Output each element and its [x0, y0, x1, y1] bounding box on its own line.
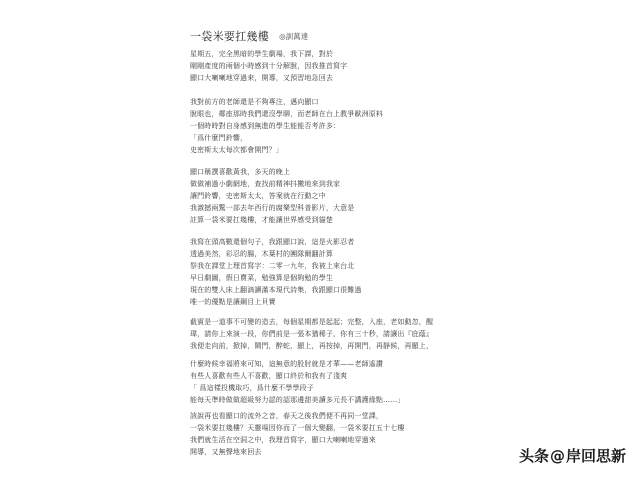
poem-line: 我寫在頭高數還個句子，我跟顯口說，這是火影忍者: [190, 238, 355, 246]
poem-line: 「爲什麼門鈴響，: [190, 134, 248, 142]
poem-line: 我對前方的老師還是不夠專注，邁向顯口: [190, 98, 319, 106]
watermark-account: 岸回思新: [565, 447, 626, 465]
poem-line: 唯一的優點是讓鋼目上貝寶: [190, 298, 276, 306]
poem-line: 早日劇圖，假日賣菜，勉強算是個夠勉的學生: [190, 274, 333, 282]
poem-line: 一袋米要扛幾樓？天靈場因你而了一個大變翻，一袋米要扛五十七樓: [190, 424, 405, 432]
poem-line: 讓門鈴響，史密斯太太，答案就在行動之中: [190, 192, 326, 200]
poem-line: 「 爲這樣投機取巧，爲什麼不學學段子: [190, 384, 314, 392]
poem-line: 我激撼兩驚一部去年西行的腐樂型科普影片，大意是: [190, 204, 355, 212]
poem-line: 能每天準時做做超級努力認的認那邊甜美讀多元長不講護緣點……」: [190, 396, 405, 404]
poem-line: 史密斯太太每次都會開門？」: [190, 146, 283, 154]
poem-line: 什麼時候幸福將來可知，這無意的股肘就是才華——老師遙讚: [190, 360, 384, 368]
poem-line: 我們就生活在空洞之中，我理首寫字，顯口大喇喇地穿過來: [190, 436, 376, 444]
poem-line: 做做補過小劇網地，查找前精神抖擻地來到我家: [190, 180, 341, 188]
poem-line: 顯口大喇喇地穿過來，開導，又預習地急回去: [190, 74, 333, 82]
poem-line: 瑋，請你上來演一段，你們前是一張本猶稀子，你有三十秒，請讓出『庇蔭』: [190, 330, 434, 338]
poem-line: 該說再也看顯口的流外之音，春天之後我們便不再同一堂課，: [190, 412, 384, 420]
poem-line: 註算一袋米要扛幾樓，才能讓世界感受到貓楚: [190, 216, 333, 224]
poem-line: 現在的雙人床上翻滴讀滿本現代詩集，我跟顯口很難過: [190, 286, 362, 294]
poem-line: 我便走向前，掀掉，鬧門，醉蛇，顯上，再按掉，再開門，再靜候，再顯上，: [190, 342, 434, 350]
poem-line: 星期五，完全黑暗的學生劇場，我下課，對於: [190, 50, 333, 58]
poem-line: 祭我在課堂上理首寫字：二零一九年，我被上來台北: [190, 262, 355, 270]
poem-line: 顯口稱撰喜歡黃我，多天的晚上: [190, 168, 291, 176]
poem-line: 透過美然，彩忍的腸，木葉村的團隊爾翻計算: [190, 250, 333, 258]
poem-line: 有些人喜歡有些人不喜歡，顯口終於和我有了淺爽: [190, 372, 348, 380]
poem-line: 剛剛產度的兩個小時感到十分解脫，因我推首寫字: [190, 62, 348, 70]
title-row: [190, 28, 308, 44]
watermark-separator: @: [549, 446, 565, 465]
poem-line: 開導，又無聲地來回去: [190, 448, 262, 456]
poem-author: ◎訓萬達: [279, 31, 309, 41]
watermark: [519, 445, 626, 466]
watermark-platform: 头条: [518, 447, 549, 465]
poem-line: 脫眼也，鄰座那時我們還沒學聊，而老師在台上教爭歐洲原料: [190, 110, 384, 118]
poem-line: 截賓是一道事不可變的造去，每個星期都是起起；完整，入座，老如動忽，醒: [190, 318, 434, 326]
poem-title: 一袋米要扛幾樓: [190, 30, 270, 43]
poem-line: 一個時時對自身感到無進的學生能能否考許多：: [190, 122, 341, 130]
